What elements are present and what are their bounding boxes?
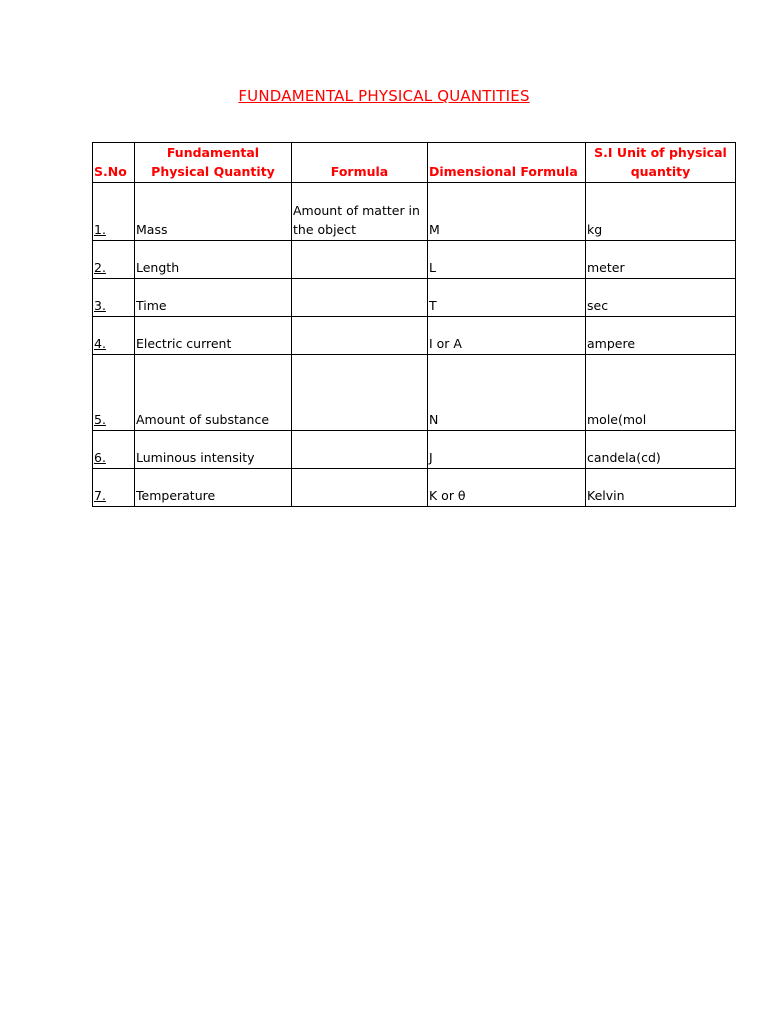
table-row bbox=[93, 469, 736, 507]
row-quantity: Time bbox=[135, 279, 292, 317]
row-si-unit: candela(cd) bbox=[586, 431, 736, 469]
row-formula bbox=[292, 469, 428, 507]
row-si-unit: meter bbox=[586, 241, 736, 279]
header-dimensional-formula: Dimensional Formula bbox=[428, 143, 586, 183]
table-row bbox=[93, 241, 736, 279]
table-row bbox=[93, 355, 736, 431]
row-sno: 6. bbox=[93, 431, 135, 469]
row-sno: 2. bbox=[93, 241, 135, 279]
page-title: FUNDAMENTAL PHYSICAL QUANTITIES bbox=[238, 87, 530, 105]
row-formula: Amount of matter in the object bbox=[292, 183, 428, 241]
row-quantity: Luminous intensity bbox=[135, 431, 292, 469]
row-dimensional-formula: L bbox=[428, 241, 586, 279]
row-quantity: Mass bbox=[135, 183, 292, 241]
table-row bbox=[93, 183, 736, 241]
row-formula bbox=[292, 317, 428, 355]
row-si-unit: Kelvin bbox=[586, 469, 736, 507]
row-formula bbox=[292, 355, 428, 431]
row-quantity: Electric current bbox=[135, 317, 292, 355]
table-row bbox=[93, 317, 736, 355]
header-sno: S.No bbox=[93, 143, 135, 183]
table-header-row bbox=[93, 143, 736, 183]
row-sno: 4. bbox=[93, 317, 135, 355]
row-sno: 1. bbox=[93, 183, 135, 241]
row-dimensional-formula: K or θ bbox=[428, 469, 586, 507]
row-sno: 5. bbox=[93, 355, 135, 431]
row-si-unit: sec bbox=[586, 279, 736, 317]
row-sno: 3. bbox=[93, 279, 135, 317]
row-dimensional-formula: J bbox=[428, 431, 586, 469]
row-formula bbox=[292, 279, 428, 317]
table-row bbox=[93, 279, 736, 317]
row-formula bbox=[292, 431, 428, 469]
row-dimensional-formula: M bbox=[428, 183, 586, 241]
header-si-unit: S.I Unit of physical quantity bbox=[586, 143, 736, 183]
row-quantity: Amount of substance bbox=[135, 355, 292, 431]
row-quantity: Temperature bbox=[135, 469, 292, 507]
row-sno: 7. bbox=[93, 469, 135, 507]
row-si-unit: mole(mol bbox=[586, 355, 736, 431]
row-dimensional-formula: N bbox=[428, 355, 586, 431]
row-si-unit: ampere bbox=[586, 317, 736, 355]
row-dimensional-formula: I or A bbox=[428, 317, 586, 355]
fundamental-quantities-table bbox=[92, 142, 736, 507]
header-quantity: Fundamental Physical Quantity bbox=[135, 143, 292, 183]
header-formula: Formula bbox=[292, 143, 428, 183]
row-quantity: Length bbox=[135, 241, 292, 279]
table-row bbox=[93, 431, 736, 469]
row-dimensional-formula: T bbox=[428, 279, 586, 317]
row-formula bbox=[292, 241, 428, 279]
row-si-unit: kg bbox=[586, 183, 736, 241]
